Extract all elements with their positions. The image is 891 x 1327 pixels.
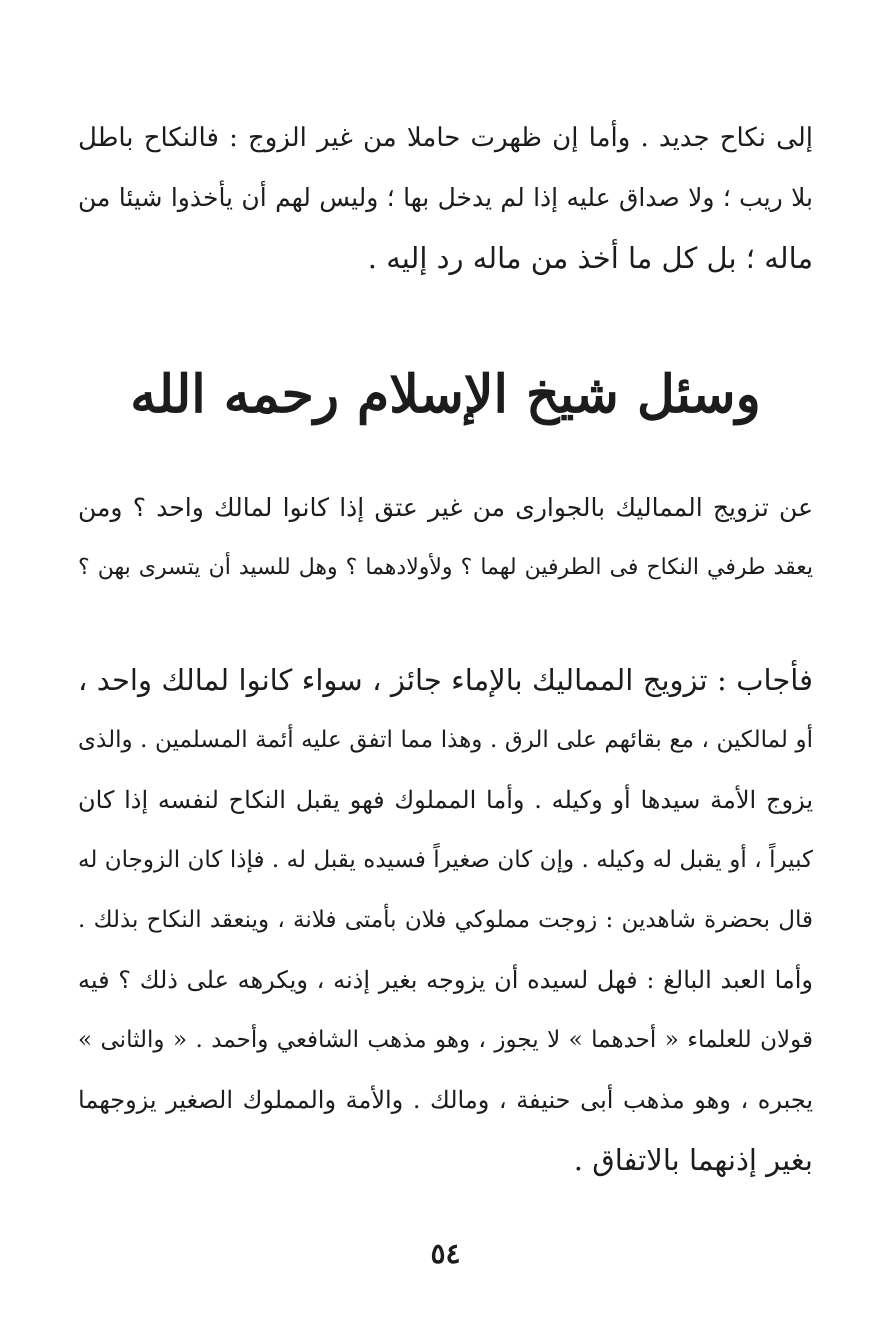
text-line: ماله ؛ بل كل ما أخذ من ماله رد إليه . (367, 241, 813, 275)
text-line: يعقد طرفي النكاح فى الطرفين لهما ؟ ولأولادهما ؟ وهل للسيد أن يتسرى بهن ؟ (78, 555, 813, 580)
text-line: يزوج الأمة سيدها أو وكيله . وأما المملوك فهو يقبل النكاح لنفسه إذا كان (78, 786, 813, 814)
text-line: قولان للعلماء « أحدهما » لا يجوز ، وهو مذهب الشافعي وأحمد . « والثانى » (78, 1027, 813, 1053)
text-line: إلى نكاح جديد . وأما إن ظهرت حاملا من غير الزوج : فالنكاح باطل (78, 123, 813, 153)
text-line: بغير إذنهما بالاتفاق . (573, 1143, 813, 1177)
page-number: ٥٤ (430, 1237, 461, 1270)
text-line: أو لمالكين ، مع بقائهم على الرق . وهذا مما اتفق عليه أئمة المسلمين . والذى (78, 727, 813, 753)
text-line: يجبره ، وهو مذهب أبى حنيفة ، ومالك . والأمة والمملوك الصغير يزوجهما (78, 1086, 813, 1114)
text-line: وأما العبد البالغ : فهل لسيده أن يزوجه بغير إذنه ، ويكرهه على ذلك ؟ فيه (78, 966, 813, 994)
text-line: فأجاب : تزويج المماليك بالإماء جائز ، سواء كانوا لمالك واحد ، (78, 663, 813, 697)
section-heading: وسئل شيخ الإسلام رحمه الله (130, 364, 761, 425)
text-line: عن تزويج المماليك بالجوارى من غير عتق إذا كانوا لمالك واحد ؟ ومن (78, 493, 813, 522)
opening-paragraph (78, 108, 813, 288)
text-line: قال بحضرة شاهدين : زوجت مملوكي فلان بأمتى فلانة ، وينعقد النكاح بذلك . (78, 907, 813, 933)
text-line: بلا ريب ؛ ولا صداق عليه إذا لم يدخل بها ؛ وليس لهم أن يأخذوا شيئا من (78, 183, 813, 212)
question-paragraph (78, 478, 813, 598)
text-line: كبيراً ، أو يقبل له وكيله . وإن كان صغيراً فسيده يقبل له . فإذا كان الزوجان له (78, 847, 813, 873)
answer-paragraph (78, 650, 813, 1190)
